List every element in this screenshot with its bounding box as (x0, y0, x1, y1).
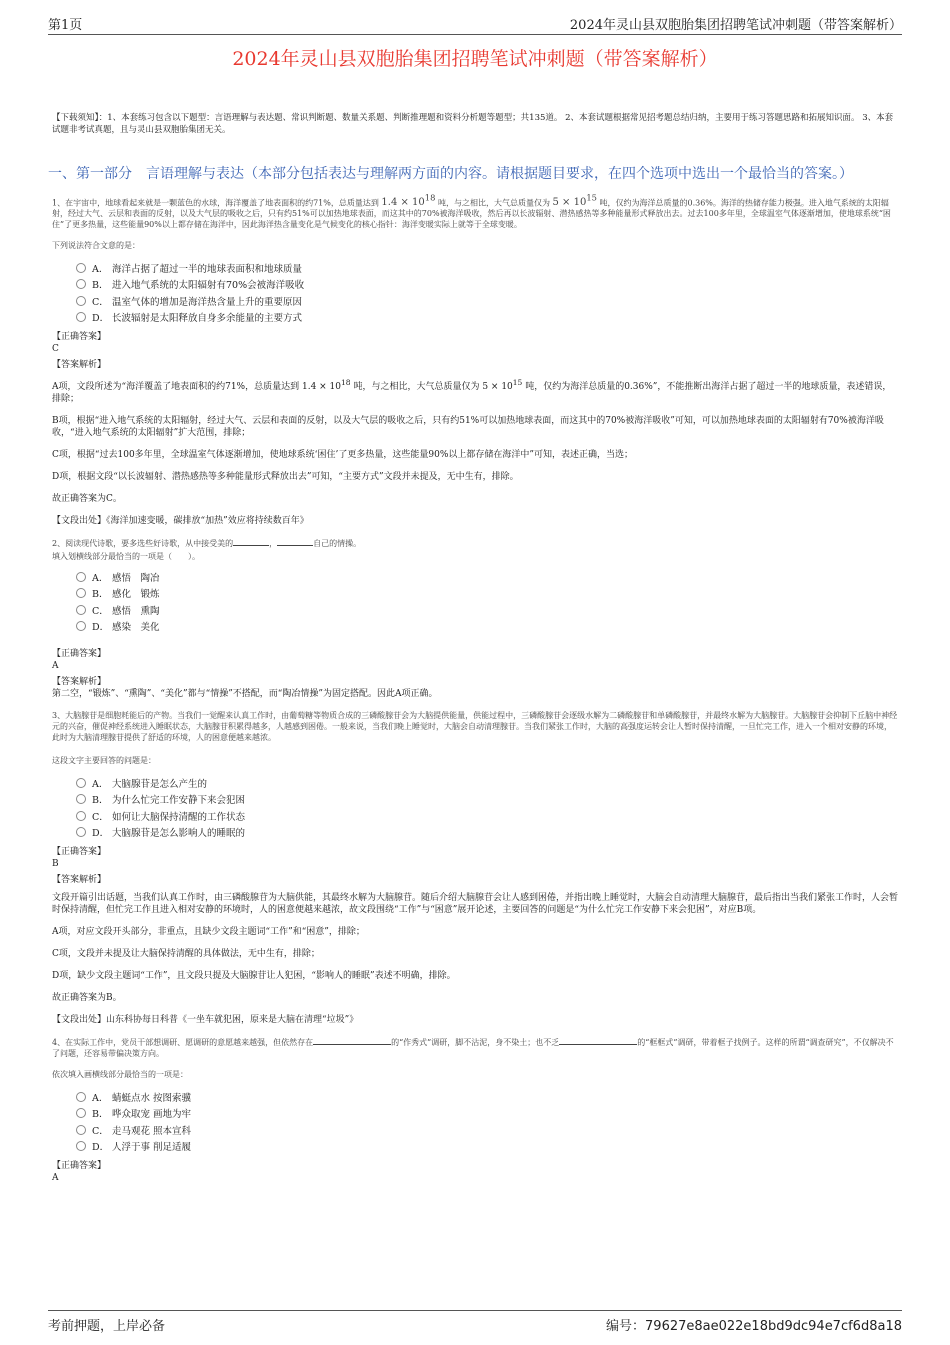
correct-answer: C (52, 344, 59, 355)
question-stem (52, 193, 898, 230)
option-b[interactable] (76, 585, 898, 602)
option-b[interactable] (76, 276, 898, 293)
math-expression (482, 378, 523, 393)
answer-label: 【正确答案】 (52, 1161, 107, 1172)
option-a[interactable] (76, 774, 898, 791)
option-letter: B． (92, 280, 109, 292)
question-2 (52, 537, 898, 700)
math-expression (381, 193, 436, 209)
math-expression (301, 378, 351, 393)
explanation: 第二空，“锻炼”、“熏陶”、“美化”都与“情操”不搭配，而“陶冶情操”为固定搭配。因此A项正确。 (52, 689, 438, 700)
math-exponent: 18 (424, 193, 436, 203)
option-text: 如何让大脑保持清醒的工作状态 (112, 811, 246, 823)
question-stem (52, 537, 898, 549)
option-letter: D． (92, 313, 110, 325)
question-prompt: 依次填入画横线部分最恰当的一项是： (52, 1070, 188, 1080)
question-stem (52, 1036, 898, 1059)
stem-text: 自己的情操。 (313, 539, 362, 549)
question-stem: 3、大脑腺苷是细胞耗能后的产物。当我们一觉醒来认真工作时，由葡萄糖等物质合成的三磷酸腺苷会为大脑提供能量，供能过程中，三磷酸腺苷会逐级水解为二磷酸腺苷和单磷酸腺苷，并最终水解为大脑腺苷。大脑腺苷会抑制下丘脑中神经元的兴奋，催促神经系统进入睡眠状态，大脑腺苷积累得越多，人越感到困倦。一般来说，当我们晚上睡觉时，大脑会自动清理腺苷。当我们紧张工作时，大脑的高强度运转会让人暂时保持清醒，一旦忙完工作，进入一个相对安静的环境，此时为大脑清理腺苷提供了舒适的环境，人的困意便越来越浓。 (52, 711, 898, 743)
option-d[interactable] (76, 618, 898, 635)
exp-text: 吨，与之相比，大气总质量仅为 (353, 382, 480, 393)
option-d[interactable] (76, 309, 898, 326)
stem-text: ， (269, 539, 278, 549)
option-text: 走马观花 照本宣科 (112, 1125, 192, 1137)
option-a[interactable] (76, 259, 898, 276)
option-list (76, 568, 898, 634)
radio-icon[interactable] (76, 296, 86, 306)
conclusion: 故正确答案为C。 (52, 494, 122, 505)
question-prompt: 填入划横线部分最恰当的一项是（ ）。 (52, 552, 200, 562)
page-footer (48, 1310, 902, 1334)
page-number: 第1页 (48, 18, 83, 33)
radio-icon[interactable] (76, 572, 86, 582)
stem-text: 2、阅读现代诗歌，要多选些好诗歌，从中接受美的 (52, 539, 234, 549)
option-letter: B． (92, 1109, 109, 1121)
explanation-d: D项，缺少文段主题词“工作”，且文段只提及大脑腺苷让人犯困，“影响人的睡眠”表述不明确，排除。 (52, 971, 456, 982)
option-letter: D． (92, 828, 110, 840)
option-letter: A． (92, 263, 109, 275)
exp-text: 吨，仅约为海洋总质量的0.36%”，不能推断出海洋占据了超过一半的地球质量，表述错误，排除； (52, 382, 892, 405)
option-d[interactable] (76, 1138, 898, 1155)
math-exponent: 15 (586, 193, 597, 203)
option-text: 感悟 熏陶 (112, 605, 160, 617)
explanation-a: A项，对应文段开头部分，非重点，且缺少文段主题词“工作”和“困意”，排除； (52, 927, 365, 938)
option-list (76, 1088, 898, 1154)
option-letter: D． (92, 1142, 110, 1154)
radio-icon[interactable] (76, 778, 86, 788)
option-c[interactable] (76, 1121, 898, 1138)
radio-icon[interactable] (76, 621, 86, 631)
answer-label: 【正确答案】 (52, 332, 107, 343)
option-text: 为什么忙完工作安静下来会犯困 (112, 795, 246, 807)
option-text: 进入地气系统的太阳辐射有70%会被海洋吸收 (112, 280, 305, 292)
exp-text: A项，文段所述为“海洋覆盖了地表面积的约71%，总质量达到 (52, 382, 300, 393)
explanation-main: 文段开篇引出话题，当我们认真工作时，由三磷酸腺苷为大脑供能，其最终水解为大脑腺苷。随后介绍大脑腺苷会让人感到困倦，并指出晚上睡觉时，大脑会自动清理大脑腺苷，最后指出当我们紧张工作时，人会暂时保持清醒，但忙完工作且进入相对安静的环境时，人的困意便越来越浓，故文段围绕“工作”与“困意”展开论述，主要回答的问题是“为什么忙完工作安静下来会犯困”，对应B项。 (52, 893, 899, 916)
option-b[interactable] (76, 1105, 898, 1122)
radio-icon[interactable] (76, 263, 86, 273)
option-text: 温室气体的增加是海洋热含量上升的重要原因 (112, 296, 303, 308)
explanation-b: B项，根据“进入地气系统的太阳辐射，经过大气、云层和表面的反射，以及大气层的吸收之后，只有约51%可以加热地球表面，而这其中的70%被海洋吸收”可知，可以加热地球表面的太阳辐射有70%被海洋吸收，“进入地气系统的太阳辐射”扩大范围，排除； (52, 416, 884, 439)
footer-slogan: 考前押题，上岸必备 (48, 1319, 166, 1334)
question-prompt: 这段文字主要回答的问题是： (52, 756, 156, 766)
option-text: 哗众取宠 画地为牢 (112, 1109, 192, 1121)
question-1 (52, 193, 898, 527)
option-a[interactable] (76, 1088, 898, 1105)
radio-icon[interactable] (76, 279, 86, 289)
option-letter: B． (92, 589, 109, 601)
explanation-a (52, 377, 898, 405)
fill-blank (277, 537, 313, 546)
math-expression (552, 193, 597, 209)
question-3 (52, 710, 898, 1026)
option-text: 感悟 陶冶 (112, 572, 160, 584)
radio-icon[interactable] (76, 312, 86, 322)
option-letter: A． (92, 778, 109, 790)
correct-answer: A (52, 1173, 59, 1184)
explanation-d: D项，根据文段“以长波辐射、潜热感热等多种能量形式释放出去”可知，“主要方式”文段并未提及，无中生有，排除。 (52, 472, 519, 483)
radio-icon[interactable] (76, 1092, 86, 1102)
source: 【文段出处】《海洋加速变暖，碳排放“加热”效应将持续数百年》 (52, 516, 309, 527)
option-text: 感化 锻炼 (112, 589, 160, 601)
option-d[interactable] (76, 824, 898, 841)
option-text: 长波辐射是太阳释放自身多余能量的主要方式 (112, 313, 303, 325)
analysis-label: 【答案解析】 (52, 360, 107, 371)
document-body (48, 112, 899, 1188)
fill-blank (313, 1036, 391, 1045)
analysis-label: 【答案解析】 (52, 875, 107, 886)
option-text: 大脑腺苷是怎么影响人的睡眠的 (112, 828, 246, 840)
option-letter: C． (92, 811, 109, 823)
fill-blank (233, 537, 269, 546)
option-text: 蜻蜓点水 按图索骥 (112, 1092, 192, 1104)
option-letter: D． (92, 622, 110, 634)
option-letter: B． (92, 795, 109, 807)
math-base: 5 × 10 (482, 382, 513, 393)
page-header (48, 14, 902, 35)
radio-icon[interactable] (76, 1141, 86, 1151)
math-exponent: 15 (512, 378, 523, 388)
header-title: 2024年灵山县双胞胎集团招聘笔试冲刺题（带答案解析） (569, 18, 902, 33)
option-b[interactable] (76, 791, 898, 808)
math-base: 5 × 10 (552, 197, 587, 209)
option-c[interactable] (76, 807, 898, 824)
answer-label: 【正确答案】 (52, 649, 107, 660)
radio-icon[interactable] (76, 1108, 86, 1118)
answer-label: 【正确答案】 (52, 847, 107, 858)
radio-icon[interactable] (76, 811, 86, 821)
option-text: 海洋占据了超过一半的地球表面积和地球质量 (112, 263, 303, 275)
stem-text: 吨，仅约为海洋总质量的0.36%。海洋的热储存能力极强。进入地气系统的太阳辐射，经过大气、云层和表面的反射，以及大气层的吸收之后，只有约51%可以加热地球表面，而这其中的70%被海洋吸收，然后再以长波辐射、潜热感热等多种能量形式释放出去。过去100多年里，全球温室气体逐渐增加，使地球系统“困住”了更多热量，这些能量90%以上都存储在海洋中，因此海洋热含量变化是气候变化的核心指针：海洋变暖实际上就等于全球变暖。 (52, 198, 891, 230)
option-letter: A． (92, 1092, 109, 1104)
option-letter: C． (92, 296, 109, 308)
document-id: 编号：79627e8ae022e18bd9dc94e7cf6d8a18 (606, 1319, 902, 1334)
option-text: 人浮于事 削足适履 (112, 1142, 192, 1154)
option-a[interactable] (76, 568, 898, 585)
option-letter: A． (92, 572, 109, 584)
option-c[interactable] (76, 601, 898, 618)
option-letter: C． (92, 605, 109, 617)
option-text: 感染 美化 (112, 622, 160, 634)
stem-text: 的“作秀式”调研，脚不沾泥，身不染土；也不乏 (391, 1038, 560, 1048)
radio-icon[interactable] (76, 827, 86, 837)
radio-icon[interactable] (76, 1125, 86, 1135)
analysis-label: 【答案解析】 (52, 677, 107, 688)
fill-blank (559, 1036, 637, 1045)
section-heading: 一、第一部分 言语理解与表达（本部分包括表达与理解两方面的内容。请根据题目要求，在四个选项中选出一个最恰当的答案。） (48, 166, 853, 182)
option-list (76, 774, 898, 840)
radio-icon[interactable] (76, 605, 86, 615)
correct-answer: B (52, 859, 59, 870)
question-prompt: 下列说法符合文意的是： (52, 241, 140, 251)
source: 【文段出处】山东科协每日科普《一坐车就犯困，原来是大脑在清理“垃圾”》 (52, 1015, 359, 1026)
conclusion: 故正确答案为B。 (52, 993, 122, 1004)
explanation-c: C项，根据“过去100多年里，全球温室气体逐渐增加，使地球系统‘困住’了更多热量，这些能量90%以上都存储在海洋中”可知，表述正确，当选； (52, 450, 633, 461)
stem-text: 1、在宇宙中，地球看起来就是一颗蓝色的水球，海洋覆盖了地表面积的约71%，总质量达到 (52, 198, 379, 208)
stem-text: 吨，与之相比，大气总质量仅为 (437, 198, 550, 208)
correct-answer: A (52, 661, 59, 672)
math-base: 1.4 × 10 (381, 197, 425, 209)
radio-icon[interactable] (76, 588, 86, 598)
document-title: 2024年灵山县双胞胎集团招聘笔试冲刺题（带答案解析） (232, 48, 718, 70)
option-list (76, 259, 898, 325)
question-4 (52, 1036, 898, 1184)
option-c[interactable] (76, 292, 898, 309)
stem-text: 的“框框式”调研，带着框子找例子。这样的所谓“调查研究”，不仅解决不了问题，还容易带偏决策方向。 (52, 1038, 894, 1059)
download-notice: 【下载须知】：1、本套练习包含以下题型：言语理解与表达题、常识判断题、数量关系题、判断推理题和资料分析题等题型；共135道。 2、本套试题根据常见招考题总结归纳，主要用于练习答题思路和拓展知识面。 3、本套试题非考试真题，且与灵山县双胞胎集团无关。 (52, 113, 894, 135)
option-text: 大脑腺苷是怎么产生的 (112, 778, 208, 790)
explanation-c: C项，文段并未提及让大脑保持清醒的具体做法，无中生有，排除； (52, 949, 320, 960)
stem-text: 4、在实际工作中，党员干部想调研、愿调研的意愿越来越强，但依然存在 (52, 1038, 314, 1048)
math-exponent: 18 (341, 378, 351, 388)
radio-icon[interactable] (76, 794, 86, 804)
math-base: 1.4 × 10 (301, 382, 342, 393)
option-letter: C． (92, 1125, 109, 1137)
